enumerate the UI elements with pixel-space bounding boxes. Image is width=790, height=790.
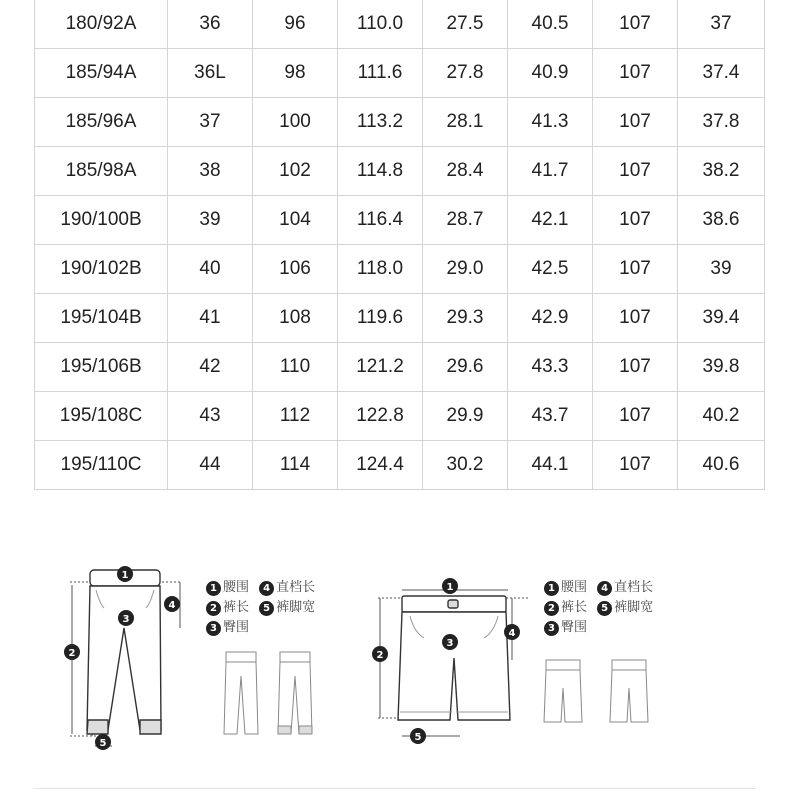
table-cell: 36: [168, 0, 253, 49]
table-cell: 114.8: [338, 147, 423, 196]
table-cell: 40: [168, 245, 253, 294]
table-row: [35, 196, 765, 245]
shorts-legend: [544, 578, 659, 638]
svg-text:2: 2: [376, 650, 384, 661]
table-cell: 28.7: [423, 196, 508, 245]
table-cell: 44: [168, 441, 253, 490]
legend-badge: 1: [206, 581, 221, 596]
table-cell: 96: [253, 0, 338, 49]
table-cell: 110: [253, 343, 338, 392]
table-cell: 27.8: [423, 49, 508, 98]
table-cell: 39.4: [678, 294, 765, 343]
badge-2: [64, 644, 80, 660]
table-cell: 41.7: [508, 147, 593, 196]
legend-badge: 4: [259, 581, 274, 596]
table-cell: 112: [253, 392, 338, 441]
table-cell: 39: [678, 245, 765, 294]
table-cell: 104: [253, 196, 338, 245]
table-cell: 40.2: [678, 392, 765, 441]
table-cell: 28.1: [423, 98, 508, 147]
table-cell: 38: [168, 147, 253, 196]
badge-5: [95, 734, 111, 750]
shorts-thumb-back: [610, 660, 648, 722]
table-cell: 190/100B: [35, 196, 168, 245]
legend-badge: 5: [597, 601, 612, 616]
badge-1: [442, 578, 458, 594]
table-cell: 37: [168, 98, 253, 147]
badge-3: [442, 634, 458, 650]
size-table: [34, 0, 765, 490]
table-cell: 107: [593, 294, 678, 343]
table-cell: 111.6: [338, 49, 423, 98]
long-pants-illustration: [60, 540, 340, 750]
legend-badge: 5: [259, 601, 274, 616]
long-pants-thumb-back: [278, 652, 312, 734]
table-cell: 44.1: [508, 441, 593, 490]
table-cell: 43.7: [508, 392, 593, 441]
table-cell: 37: [678, 0, 765, 49]
table-cell: 29.0: [423, 245, 508, 294]
table-cell: 37.8: [678, 98, 765, 147]
table-cell: 107: [593, 245, 678, 294]
table-cell: 107: [593, 343, 678, 392]
long-pants-legend: [206, 578, 321, 638]
legend-label-length: 裤长: [223, 600, 250, 615]
legend-badge: 4: [597, 581, 612, 596]
table-cell: 30.2: [423, 441, 508, 490]
table-row: [35, 441, 765, 490]
table-cell: 40.6: [678, 441, 765, 490]
table-cell: 42: [168, 343, 253, 392]
badge-1: [117, 566, 133, 582]
shorts-illustration: [370, 540, 670, 750]
table-cell: 114: [253, 441, 338, 490]
long-pants-diagram: [60, 540, 340, 750]
svg-text:3: 3: [446, 638, 454, 649]
table-cell: 29.3: [423, 294, 508, 343]
table-row: [35, 392, 765, 441]
legend-label-waist: 腰围: [223, 580, 250, 595]
svg-text:5: 5: [99, 738, 107, 749]
table-row: [35, 147, 765, 196]
svg-text:5: 5: [414, 732, 422, 743]
table-cell: 40.5: [508, 0, 593, 49]
table-cell: 107: [593, 392, 678, 441]
badge-3: [118, 610, 134, 626]
table-cell: 118.0: [338, 245, 423, 294]
legend-label-hem: 裤脚宽: [276, 600, 316, 615]
legend-label-hip: 臀围: [223, 620, 250, 635]
table-cell: 107: [593, 147, 678, 196]
table-cell: 37.4: [678, 49, 765, 98]
svg-text:1: 1: [121, 570, 129, 581]
legend-label-length: 裤长: [561, 600, 588, 615]
table-cell: 185/98A: [35, 147, 168, 196]
table-cell: 180/92A: [35, 0, 168, 49]
table-cell: 29.9: [423, 392, 508, 441]
table-cell: 27.5: [423, 0, 508, 49]
table-cell: 122.8: [338, 392, 423, 441]
legend-badge: 3: [206, 621, 221, 636]
badge-4: [504, 624, 520, 640]
table-cell: 38.2: [678, 147, 765, 196]
table-row: [35, 98, 765, 147]
table-cell: 40.9: [508, 49, 593, 98]
long-pants-thumb-front: [224, 652, 258, 734]
badge-5: [410, 728, 426, 744]
table-cell: 39: [168, 196, 253, 245]
svg-text:3: 3: [122, 614, 130, 625]
table-row: [35, 343, 765, 392]
badge-2: [372, 646, 388, 662]
table-cell: 107: [593, 196, 678, 245]
legend-label-rise: 直档长: [276, 580, 316, 595]
table-cell: 28.4: [423, 147, 508, 196]
table-cell: 39.8: [678, 343, 765, 392]
table-cell: 121.2: [338, 343, 423, 392]
table-row: [35, 49, 765, 98]
table-cell: 113.2: [338, 98, 423, 147]
table-row: [35, 294, 765, 343]
table-cell: 42.9: [508, 294, 593, 343]
legend-label-hip: 臀围: [561, 620, 588, 635]
table-cell: 195/104B: [35, 294, 168, 343]
table-cell: 42.1: [508, 196, 593, 245]
legend-badge: 2: [544, 601, 559, 616]
table-cell: 29.6: [423, 343, 508, 392]
table-cell: 195/106B: [35, 343, 168, 392]
bottom-divider: [34, 788, 756, 789]
table-cell: 41: [168, 294, 253, 343]
table-cell: 43: [168, 392, 253, 441]
svg-text:4: 4: [168, 600, 176, 611]
table-cell: 100: [253, 98, 338, 147]
table-cell: 43.3: [508, 343, 593, 392]
legend-badge: 3: [544, 621, 559, 636]
table-cell: 36L: [168, 49, 253, 98]
svg-text:1: 1: [446, 582, 454, 593]
table-cell: 38.6: [678, 196, 765, 245]
table-cell: 108: [253, 294, 338, 343]
svg-text:4: 4: [508, 628, 516, 639]
legend-badge: 2: [206, 601, 221, 616]
table-cell: 116.4: [338, 196, 423, 245]
shorts-thumb-front: [544, 660, 582, 722]
table-cell: 119.6: [338, 294, 423, 343]
table-cell: 107: [593, 98, 678, 147]
legend-badge: 1: [544, 581, 559, 596]
table-cell: 190/102B: [35, 245, 168, 294]
table-cell: 102: [253, 147, 338, 196]
table-cell: 195/108C: [35, 392, 168, 441]
table-cell: 185/94A: [35, 49, 168, 98]
table-cell: 42.5: [508, 245, 593, 294]
table-cell: 107: [593, 441, 678, 490]
table-cell: 98: [253, 49, 338, 98]
table-cell: 106: [253, 245, 338, 294]
badge-4: [164, 596, 180, 612]
table-cell: 107: [593, 0, 678, 49]
table-cell: 195/110C: [35, 441, 168, 490]
table-row: [35, 0, 765, 49]
table-cell: 110.0: [338, 0, 423, 49]
legend-label-waist: 腰围: [561, 580, 588, 595]
shorts-diagram: [370, 540, 670, 750]
legend-label-hem: 裤脚宽: [614, 600, 654, 615]
table-row: [35, 245, 765, 294]
table-cell: 124.4: [338, 441, 423, 490]
table-cell: 185/96A: [35, 98, 168, 147]
svg-text:2: 2: [68, 648, 76, 659]
table-cell: 41.3: [508, 98, 593, 147]
legend-label-rise: 直档长: [614, 580, 654, 595]
table-cell: 107: [593, 49, 678, 98]
